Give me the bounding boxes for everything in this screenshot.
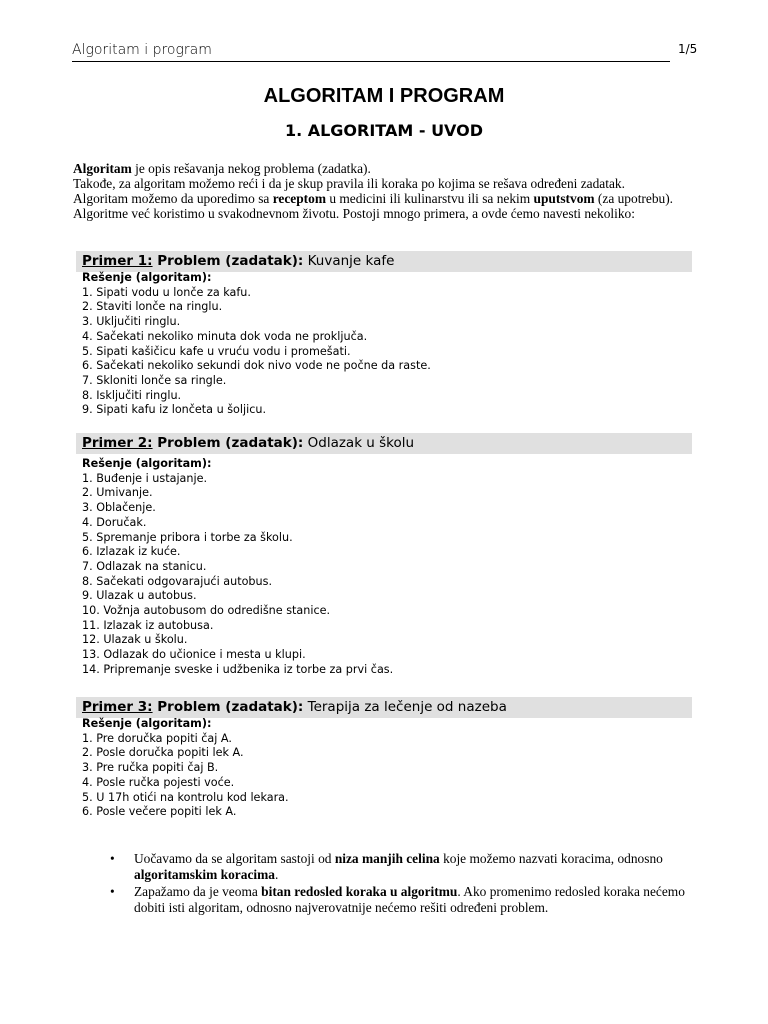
intro-line-4: Algoritme već koristimo u svakodnevnom životu. Postoji mnogo primera, a ovde ćemo navesti nekoliko: <box>73 206 635 221</box>
step: 1. Sipati vodu u lonče za kafu. <box>82 285 251 299</box>
step: 14. Pripremanje sveske i udžbenika iz torbe za prvi čas. <box>82 662 394 676</box>
page-header <box>72 42 670 62</box>
example-1-problem: Kuvanje kafe <box>303 253 395 269</box>
step: 13. Odlazak do učionice i mesta u klupi. <box>82 648 306 662</box>
example-1-number: Primer 1: <box>82 253 153 269</box>
bullet-2-c: . Ako promenimo redosled koraka nećemo dobiti isti algoritam, odnosno najverovatnije nećemo rešiti određeni problem. <box>134 884 685 915</box>
example-3-header-text <box>82 698 507 717</box>
intro-line-3-a: Algoritam možemo da uporedimo sa <box>73 191 273 206</box>
step: 3. Pre ručka popiti čaj B. <box>82 761 219 775</box>
example-1-solution <box>82 271 682 418</box>
intro-term: Algoritam <box>73 161 132 176</box>
document-title: ALGORITAM I PROGRAM <box>263 85 505 107</box>
example-2-header <box>76 433 692 454</box>
bullet-1-e: . <box>274 867 279 882</box>
bullet-1-d: algoritamskim koracima <box>134 867 275 882</box>
step: 2. Staviti lonče na ringlu. <box>82 300 223 314</box>
example-1-header-text <box>82 252 394 271</box>
example-2-header-text <box>82 434 414 453</box>
bullet-icon: • <box>110 884 115 899</box>
example-1-solution-label: Rešenje (algoritam): <box>82 271 212 284</box>
header-title: Algoritam i program <box>72 42 212 58</box>
bullet-1-b: niza manjih celina <box>334 851 440 866</box>
section-title: 1. ALGORITAM - UVOD <box>284 121 484 140</box>
example-2-number: Primer 2: <box>82 435 153 451</box>
example-3-steps <box>82 732 682 820</box>
step: 8. Isključiti ringlu. <box>82 388 182 402</box>
bullet-1-c: koje možemo nazvati koracima, odnosno <box>439 851 663 866</box>
example-3-problem: Terapija za lečenje od nazeba <box>303 699 507 715</box>
example-1-header <box>76 251 692 272</box>
intro-line-3-e: (za upotrebu). <box>594 191 674 206</box>
example-2-problem: Odlazak u školu <box>303 435 415 451</box>
example-2-steps <box>82 472 682 678</box>
example-3-number: Primer 3: <box>82 699 153 715</box>
intro-line-3 <box>73 191 673 206</box>
bullet-2-a: Zapažamo da je veoma <box>134 884 262 899</box>
step: 6. Izlazak iz kuće. <box>82 545 181 559</box>
step: 10. Vožnja autobusom do odredišne stanice. <box>82 604 331 618</box>
step: 9. Sipati kafu iz lončeta u šoljicu. <box>82 403 267 417</box>
step: 4. Sačekati nekoliko minuta dok voda ne proključa. <box>82 329 368 343</box>
step: 1. Pre doručka popiti čaj A. <box>82 731 232 745</box>
bullet-icon: • <box>110 851 115 866</box>
example-1-label: Problem (zadatak): <box>152 253 304 269</box>
example-3-header <box>76 697 692 718</box>
intro-line-3-c: u medicini ili kulinarstvu ili sa nekim <box>326 191 534 206</box>
step: 1. Buđenje i ustajanje. <box>82 471 208 485</box>
example-3-label: Problem (zadatak): <box>152 699 304 715</box>
example-3-solution-label: Rešenje (algoritam): <box>82 717 212 730</box>
step: 12. Ulazak u školu. <box>82 633 188 647</box>
step: 7. Odlazak na stanicu. <box>82 559 207 573</box>
intro-paragraph <box>73 161 673 221</box>
intro-line-2: Takođe, za algoritam možemo reći i da je skup pravila ili koraka po kojima se rešava određeni zadatak. <box>73 176 625 191</box>
step: 5. Sipati kašičicu kafe u vruću vodu i promešati. <box>82 344 351 358</box>
intro-line-1 <box>73 161 673 176</box>
step: 6. Sačekati nekoliko sekundi dok nivo vode ne počne da raste. <box>82 359 431 373</box>
bullet-1-a: Uočavamo da se algoritam sastoji od <box>134 851 335 866</box>
bullet-item-2 <box>110 884 690 916</box>
step: 4. Posle ručka pojesti voće. <box>82 775 235 789</box>
step: 5. Spremanje pribora i torbe za školu. <box>82 530 293 544</box>
step: 2. Posle doručka popiti lek A. <box>82 746 244 760</box>
step: 2. Umivanje. <box>82 486 153 500</box>
step: 7. Skloniti lonče sa ringle. <box>82 373 227 387</box>
step: 5. U 17h otići na kontrolu kod lekara. <box>82 790 289 804</box>
example-2-solution-label: Rešenje (algoritam): <box>82 457 212 470</box>
example-3-solution <box>82 717 682 820</box>
bullet-item-1 <box>110 851 690 883</box>
example-2-label: Problem (zadatak): <box>152 435 304 451</box>
step: 3. Oblačenje. <box>82 501 156 515</box>
example-1-steps <box>82 286 682 418</box>
page-number: 1/5 <box>678 42 698 56</box>
example-2-solution <box>82 457 682 678</box>
intro-uputstvo: uputstvom <box>533 191 595 206</box>
step: 6. Posle večere popiti lek A. <box>82 805 237 819</box>
step: 8. Sačekati odgovarajući autobus. <box>82 574 273 588</box>
intro-line-1-text: je opis rešavanja nekog problema (zadatka). <box>131 161 371 176</box>
step: 11. Izlazak iz autobusa. <box>82 618 214 632</box>
step: 9. Ulazak u autobus. <box>82 589 197 603</box>
intro-recept: receptom <box>272 191 326 206</box>
step: 3. Uključiti ringlu. <box>82 315 181 329</box>
step: 4. Doručak. <box>82 515 147 529</box>
bullet-2-b: bitan redosled koraka u algoritmu <box>261 884 458 899</box>
summary-bullets <box>110 851 690 917</box>
